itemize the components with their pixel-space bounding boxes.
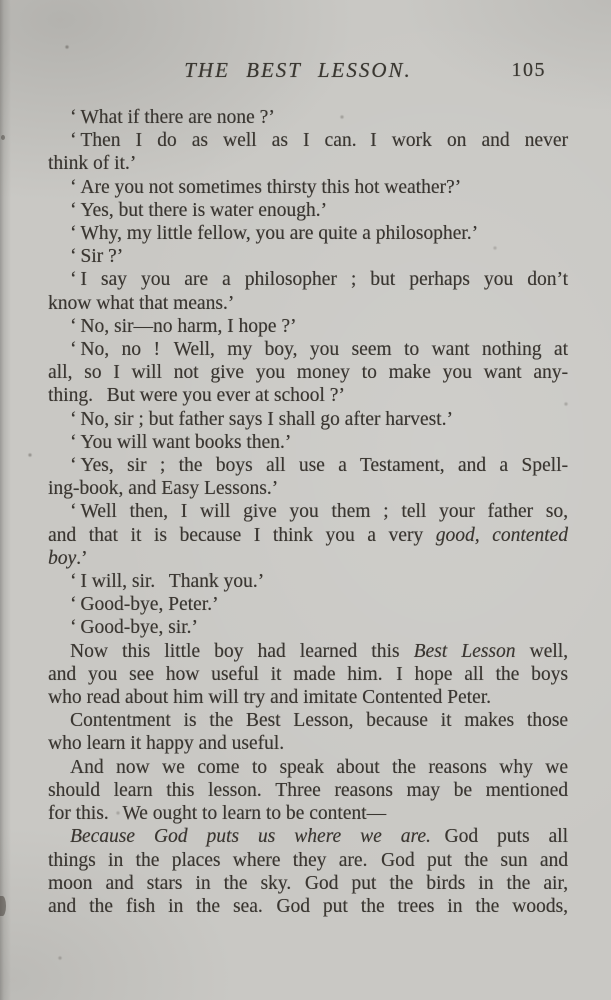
text-line (48, 872, 568, 895)
body-text: ‘ Sir ?’ (70, 246, 124, 268)
text-line (48, 454, 568, 477)
body-text: and that it is because I think you a very (48, 524, 436, 546)
text-line (48, 222, 568, 245)
paper-speck (1, 135, 5, 140)
text-line (48, 547, 568, 570)
text-line (48, 849, 568, 872)
body-text: Contentment is the Best Lesson, because it makes those (70, 710, 568, 732)
text-line (48, 895, 568, 918)
body-text: and you see how useful it made him. I hope all the boys (48, 663, 568, 685)
body-text: ing-book, and Easy Lessons.’ (48, 478, 279, 500)
page-header (48, 58, 568, 88)
body-text: well, (515, 640, 569, 662)
body-text: ‘ Then I do as well as I can. I work on and never (70, 130, 568, 152)
text-line (48, 361, 568, 384)
body-text: ‘ No, no ! Well, my boy, you seem to want nothing at (70, 339, 568, 361)
text-line (48, 779, 568, 802)
body-text: ‘ Yes, sir ; the boys all use a Testament, and a Spell- (70, 455, 568, 477)
text-line (48, 338, 568, 361)
paper-mark (0, 896, 6, 916)
text-line (48, 709, 568, 732)
text-line (48, 477, 568, 500)
body-text: all, so I will not give you money to make you want any- (48, 362, 568, 384)
body-text: .’ (76, 547, 88, 569)
text-line (48, 593, 568, 616)
text-line (48, 106, 568, 129)
body-text: ‘ No, sir ; but father says I shall go after harvest.’ (70, 408, 453, 430)
italic-text: boy (48, 547, 77, 569)
text-line (48, 663, 568, 686)
text-line (48, 129, 568, 152)
italic-text: Best Lesson (413, 640, 516, 662)
body-text: know what that means.’ (48, 292, 235, 314)
text-line (48, 802, 568, 825)
body-text: ‘ Yes, but there is water enough.’ (70, 199, 327, 221)
body-text: ‘ Well then, I will give you them ; tell your father so, (70, 501, 568, 523)
italic-text: Because God puts us where we are. (70, 826, 431, 848)
body-text: moon and stars in the sky. God put the birds in the air, (48, 872, 568, 894)
body-text: think of it.’ (48, 153, 137, 175)
text-line (48, 431, 568, 454)
body-text: ‘ No, sir—no harm, I hope ?’ (70, 315, 297, 337)
text-line (48, 616, 568, 639)
text-line (48, 245, 568, 268)
text-line (48, 408, 568, 431)
body-text: things in the places where they are. God put the sun and (48, 849, 568, 871)
text-line (48, 732, 568, 755)
text-line (48, 570, 568, 593)
page-number: 105 (511, 59, 546, 81)
body-text: for this. We ought to learn to be content— (48, 803, 387, 825)
text-line (48, 524, 568, 547)
body-text: and the fish in the sea. God put the trees in the woods, (48, 895, 568, 917)
text-line (48, 152, 568, 175)
running-title: THE BEST LESSON. (184, 58, 412, 82)
text-line (48, 756, 568, 779)
body-text: who learn it happy and useful. (48, 733, 285, 755)
body-text: God puts all (430, 826, 568, 848)
body-text: ‘ You will want books then.’ (70, 431, 292, 453)
body-text: thing. But were you ever at school ?’ (48, 385, 345, 407)
text-line (48, 176, 568, 199)
body-text: ‘ I will, sir. Thank you.’ (70, 571, 265, 593)
text-line (48, 825, 568, 848)
text-line (48, 640, 568, 663)
body-text: ‘ Why, my little fellow, you are quite a philosopher.’ (70, 223, 479, 245)
body-text: And now we come to speak about the reasons why we (70, 756, 568, 778)
text-line (48, 384, 568, 407)
italic-text: good, contented (435, 524, 568, 546)
text-line (48, 292, 568, 315)
body-text: ‘ What if there are none ?’ (70, 107, 275, 128)
body-text: ‘ Good-bye, Peter.’ (70, 594, 219, 616)
body-text: Now this little boy had learned this (70, 640, 414, 662)
body-text: should learn this lesson. Three reasons may be mentioned (48, 779, 568, 801)
body-text: ‘ Are you not sometimes thirsty this hot weather?’ (70, 176, 462, 198)
text-line (48, 500, 568, 523)
body-text: ‘ I say you are a philosopher ; but perhaps you don’t (70, 269, 568, 291)
body-text: who read about him will try and imitate Contented Peter. (48, 687, 491, 709)
text-block (48, 106, 568, 918)
body-text: ‘ Good-bye, sir.’ (70, 617, 198, 639)
text-line (48, 268, 568, 291)
text-line (48, 199, 568, 222)
text-line (48, 315, 568, 338)
text-line (48, 686, 568, 709)
